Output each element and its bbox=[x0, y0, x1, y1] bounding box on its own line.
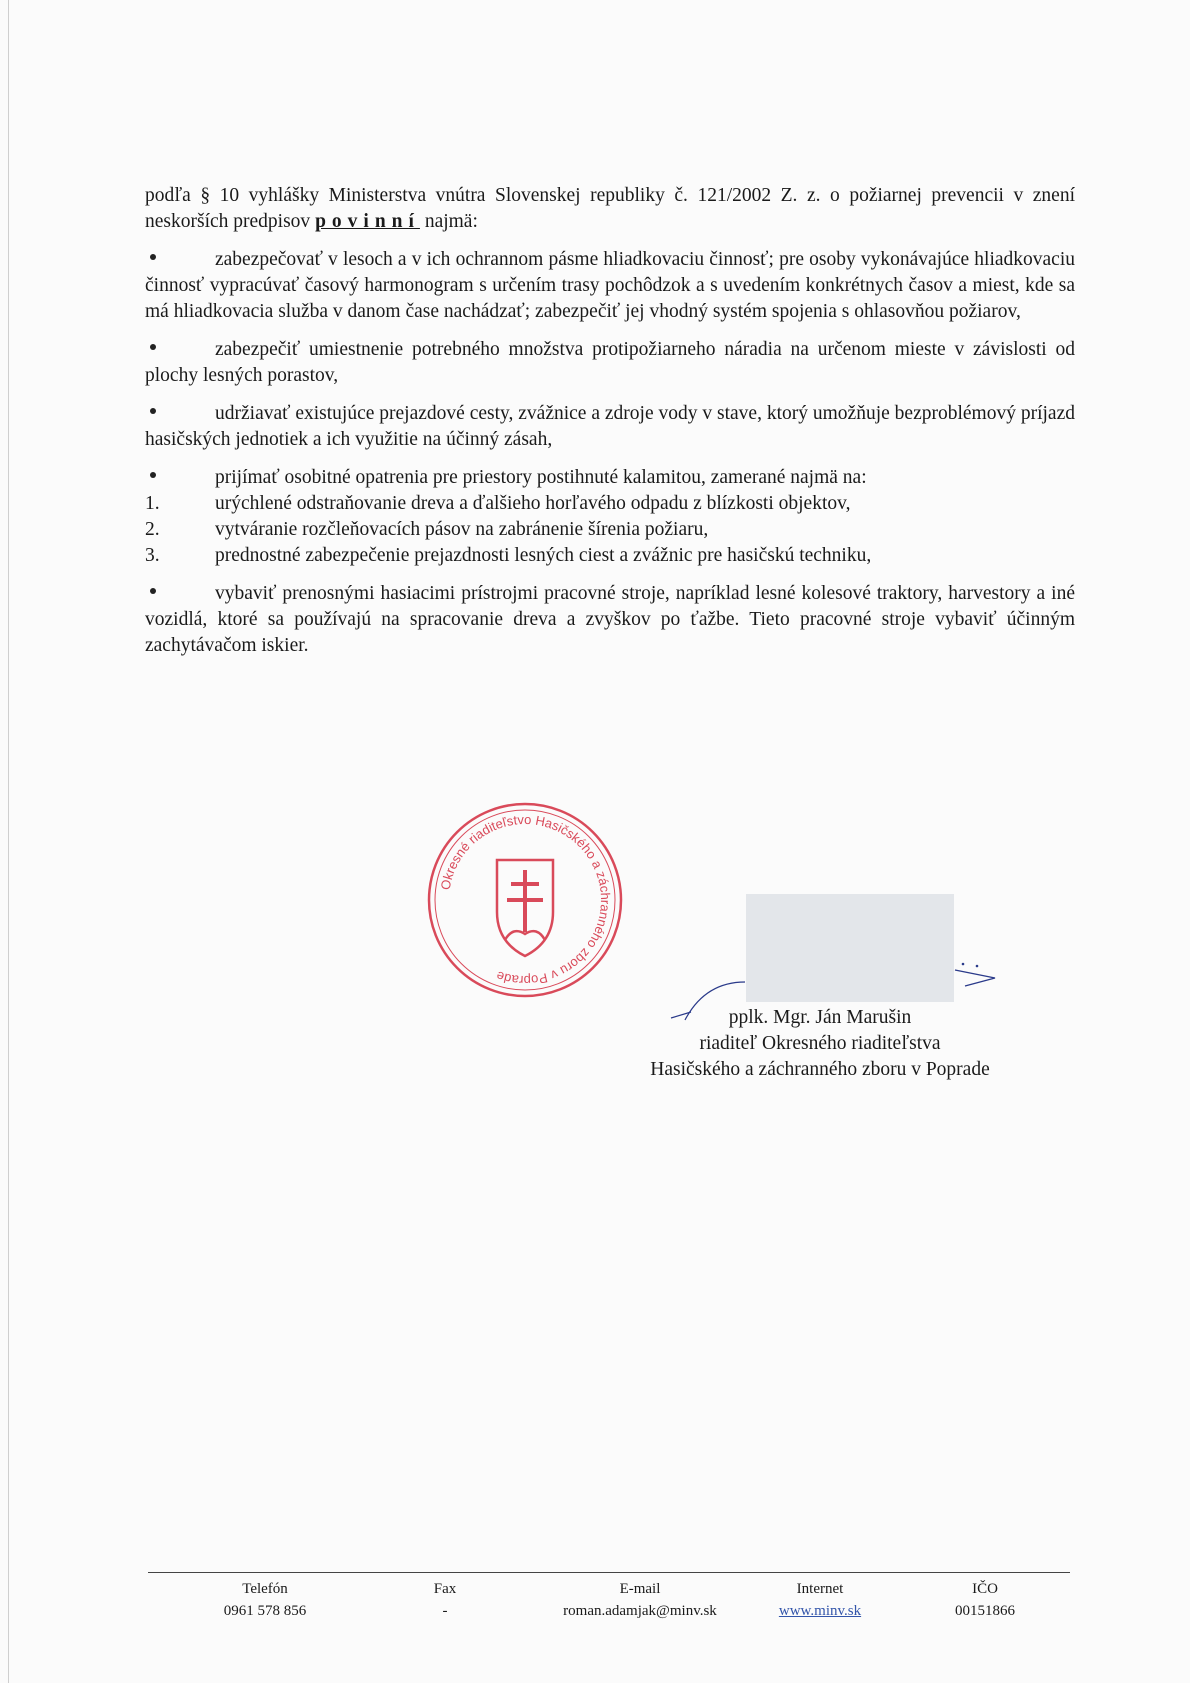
item-text: urýchlené odstraňovanie dreva a ďalšieho horľavého odpadu z blízkosti objektov, bbox=[215, 493, 851, 514]
bullet-text: zabezpečiť umiestnenie potrebného množstva protipožiarneho náradia na určenom mieste v závislosti od plochy lesných porastov, bbox=[145, 339, 1075, 386]
signatory-name: pplk. Mgr. Ján Marušin bbox=[728, 1007, 912, 1028]
bullet-text: zabezpečovať v lesoch a v ich ochrannom pásme hliadkovaciu činnosť; pre osoby vykonávajúce hliadkovaciu činnosť vypracúvať časový harmonogram s určením trasy pochôdzok a s uvedením konkrétnych časov a miest, kde sa má hliadkovacia služba v danom čase nachádzať; zabezpečiť jej vhodný systém spojenia s ohlasovňou požiarov, bbox=[145, 249, 1075, 322]
page-edge-line bbox=[8, 0, 9, 1683]
item-number: 2. bbox=[145, 519, 160, 540]
footer-label: E-mail bbox=[619, 1581, 661, 1597]
footer-value[interactable]: roman.adamjak@minv.sk bbox=[563, 1603, 717, 1619]
emphasis-povinni: povinní bbox=[315, 211, 420, 232]
document-body bbox=[145, 183, 1075, 671]
footer-value: - bbox=[442, 1603, 448, 1619]
footer-label: IČO bbox=[972, 1581, 998, 1597]
signatory-organization: Hasičského a záchranného zboru v Poprade bbox=[650, 1059, 990, 1080]
calamity-group bbox=[145, 465, 1075, 569]
footer-label: Internet bbox=[796, 1581, 844, 1597]
item-text: prednostné zabezpečenie prejazdnosti lesných ciest a zvážnic pre hasičskú techniku, bbox=[215, 545, 872, 566]
footer-label: Fax bbox=[433, 1581, 457, 1597]
footer-ico bbox=[940, 1578, 1030, 1622]
signature-block bbox=[600, 1005, 1040, 1083]
intro-text: podľa § 10 vyhlášky Ministerstva vnútra Slovenskej republiky č. 121/2002 Z. z. o požiarnej prevencii v znení neskorších predpisov bbox=[145, 185, 1075, 232]
stamp-text: Okresné riaditeľstvo Hasičského a záchranného zboru v Poprade bbox=[437, 811, 614, 989]
bullet-item bbox=[145, 401, 1075, 453]
footer-divider bbox=[148, 1572, 1070, 1573]
footer-value: 0961 578 856 bbox=[223, 1603, 307, 1619]
signatory-role: riaditeľ Okresného riaditeľstva bbox=[699, 1033, 941, 1054]
footer-telefon bbox=[205, 1578, 325, 1622]
bullet-item bbox=[145, 581, 1075, 659]
item-text: vytváranie rozčleňovacích pásov na zabránenie šírenia požiaru, bbox=[215, 519, 709, 540]
bullet-icon bbox=[150, 588, 156, 594]
footer-email bbox=[545, 1578, 735, 1622]
footer-value: 00151866 bbox=[955, 1603, 1015, 1619]
numbered-item bbox=[145, 517, 1075, 543]
intro-tail: najmä: bbox=[419, 211, 478, 232]
numbered-item bbox=[145, 491, 1075, 517]
footer-internet bbox=[770, 1578, 870, 1622]
bullet-text: prijímať osobitné opatrenia pre priestory postihnuté kalamitou, zamerané najmä na: bbox=[215, 467, 867, 488]
bullet-item bbox=[145, 337, 1075, 389]
bullet-icon bbox=[150, 254, 156, 260]
item-number: 1. bbox=[145, 493, 160, 514]
bullet-item bbox=[145, 465, 1075, 491]
bullet-icon bbox=[150, 344, 156, 350]
footer-link[interactable]: www.minv.sk bbox=[778, 1603, 862, 1619]
bullet-icon bbox=[150, 472, 156, 478]
footer-label: Telefón bbox=[242, 1581, 288, 1597]
numbered-item bbox=[145, 543, 1075, 569]
bullet-text: udržiavať existujúce prejazdové cesty, zvážnice a zdroje vody v stave, ktorý umožňuje bezproblémový príjazd hasičských jednotiek a ich využitie na účinný zásah, bbox=[145, 403, 1075, 450]
footer-fax bbox=[415, 1578, 475, 1622]
bullet-icon bbox=[150, 408, 156, 414]
item-number: 3. bbox=[145, 545, 160, 566]
intro-paragraph bbox=[145, 183, 1075, 235]
bullet-item bbox=[145, 247, 1075, 325]
bullet-text: vybaviť prenosnými hasiacimi prístrojmi pracovné stroje, napríklad lesné kolesové traktory, harvestory a iné vozidlá, ktoré sa používajú na spracovanie dreva a zvyškov po ťažbe. Tieto pracovné stroje vybaviť účinným zachytávačom iskier. bbox=[145, 583, 1075, 656]
official-stamp bbox=[425, 800, 625, 1000]
